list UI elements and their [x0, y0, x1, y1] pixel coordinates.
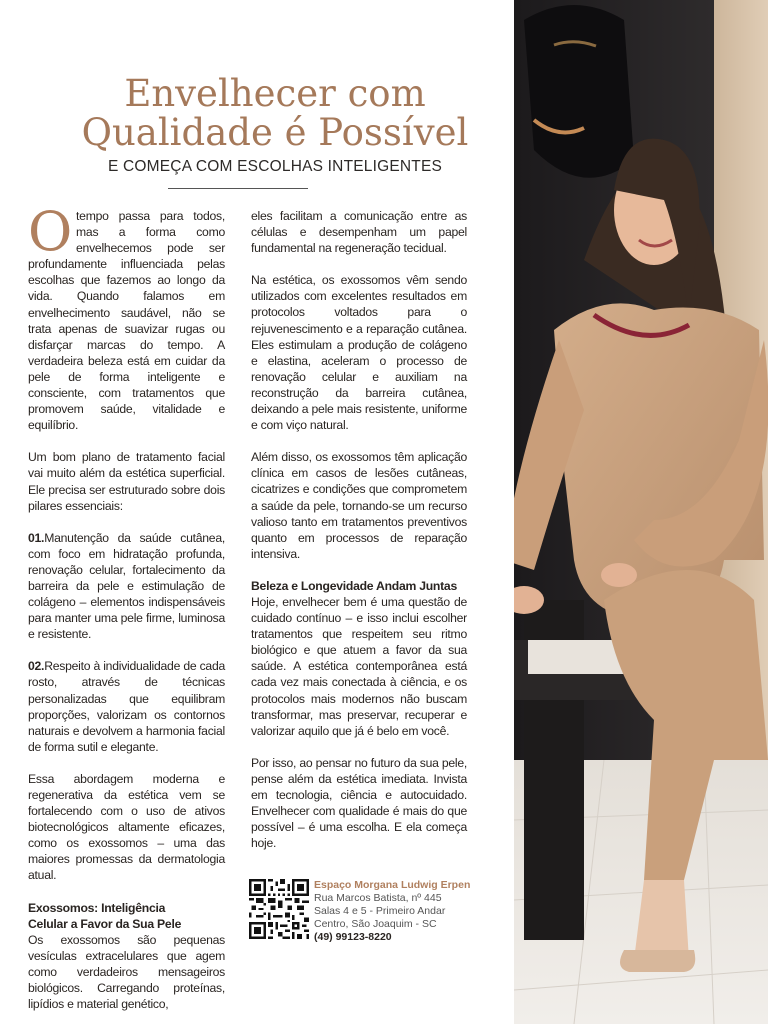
subhead-exossomos-line-2: Celular a Favor da Sua Pele — [28, 916, 182, 931]
paragraph-intro — [28, 200, 225, 433]
article-subtitle: E COMEÇA COM ESCOLHAS INTELIGENTES — [107, 158, 443, 175]
pillar-two-number: 02. — [28, 659, 45, 674]
contact-block — [314, 879, 474, 944]
qr-code[interactable] — [249, 879, 309, 939]
text-column-right — [251, 208, 467, 867]
paragraph-longevity: Hoje, envelhecer bem é uma questão de cuidado contínuo – e isso inclui escolher tratamentos que respeitem seu ritmo biológico e que atuem a favor da sua saúde. A estética contemporânea está cada vez mais conectada à ciência, e os protocolos mais modernos não buscam transformar, mas preservar, recuperar e valorizar aquilo que já é belo em você. — [251, 594, 467, 738]
paragraph-exossomos: Os exossomos são pequenas vesículas extracelulares que agem como verdadeiros mensageiros biológicos. Carregando proteínas, lipídios e material genético, — [28, 932, 225, 1012]
paragraph-conclusion: Por isso, ao pensar no futuro da sua pele, pense além da estética imediata. Invista em tecnologia, ciência e autocuidado. Envelhecer com qualidade é mais do que possível – é uma escolha. E ela começa hoje. — [251, 755, 467, 851]
phone-number[interactable]: (49) 99123-8220 — [314, 931, 392, 943]
pillar-one — [28, 530, 225, 643]
paragraph-continuation: eles facilitam a comunicação entre as células e desempenham um papel fundamental na regeneração tecidual. — [251, 209, 467, 256]
title-divider — [168, 188, 308, 189]
drop-cap: O — [28, 200, 73, 263]
text-column-left — [28, 200, 225, 1028]
pillar-one-number: 01. — [28, 530, 45, 545]
address-rooms: Salas 4 e 5 - Primeiro Andar — [314, 905, 446, 917]
pillar-two-text: Respeito à individualidade de cada rosto, através de técnicas personalizadas que equilibram proporções, valorizam os contornos naturais e devolvem a harmonia facial de forma sutil e elegante. — [28, 659, 225, 754]
pillar-two — [28, 658, 225, 755]
subhead-exossomos-line-1: Exossomos: Inteligência — [28, 900, 166, 915]
portrait-photo — [514, 0, 768, 1024]
paragraph-approach: Essa abordagem moderna e regenerativa da estética vem se fortalecendo com o uso de ativos biotecnológicos altamente eficazes, como os exossomos – uma das maiores promessas da dermatologia atual. — [28, 771, 225, 883]
address-street: Rua Marcos Batista, nº 445 — [314, 892, 442, 904]
studio-name: Espaço Morgana Ludwig Erpen — [314, 879, 471, 891]
pillar-one-text: Manutenção da saúde cutânea, com foco em hidratação profunda, renovação celular, fortalecimento da barreira da pele e estimulação de colágeno – elementos indispensáveis para manter uma pele firme, luminosa e resistente. — [28, 530, 225, 642]
subhead-longevidade: Beleza e Longevidade Andam Juntas — [251, 578, 457, 593]
article-title — [60, 74, 490, 152]
paragraph-plan: Um bom plano de tratamento facial vai muito além da estética superficial. Ele precisa ser estruturado sobre dois pilares essenciais: — [28, 450, 225, 513]
title-line-1: Envelhecer com — [124, 72, 426, 115]
title-line-2: Qualidade é Possível — [81, 111, 469, 154]
paragraph-intro-text: tempo passa para todos, mas a forma como envelhecemos pode ser profundamente influenciada pelas escolhas que fazemos ao longo da vida. Quando falamos em envelhecimento saudável, não se trata apenas de suavizar rugas ou disfarçar marcas do tempo. A verdadeira beleza está em cuidar da pele de forma inteligente e consciente, com tratamentos que promovem saúde, vitalidade e equilíbrio. — [28, 209, 225, 433]
paragraph-clinical: Além disso, os exossomos têm aplicação clínica em casos de lesões cutâneas, cicatrizes e condições que comprometem a saúde da pele, tornando-se um recurso valioso tanto em tratamentos preventivos quanto em processos de reparação intensiva. — [251, 450, 467, 561]
paragraph-aesthetics: Na estética, os exossomos vêm sendo utilizados com excelentes resultados em protocolos voltados para o rejuvenescimento e a reparação cutânea. Eles estimulam a produção de colágeno e elastina, aceleram o processo de renovação celular e auxiliam na reconstrução da barreira cutânea, deixando a pele mais resistente, uniforme e com viço natural. — [251, 273, 467, 433]
subhead-exossomos — [28, 900, 225, 932]
address-city: Centro, São Joaquim - SC — [314, 918, 437, 930]
